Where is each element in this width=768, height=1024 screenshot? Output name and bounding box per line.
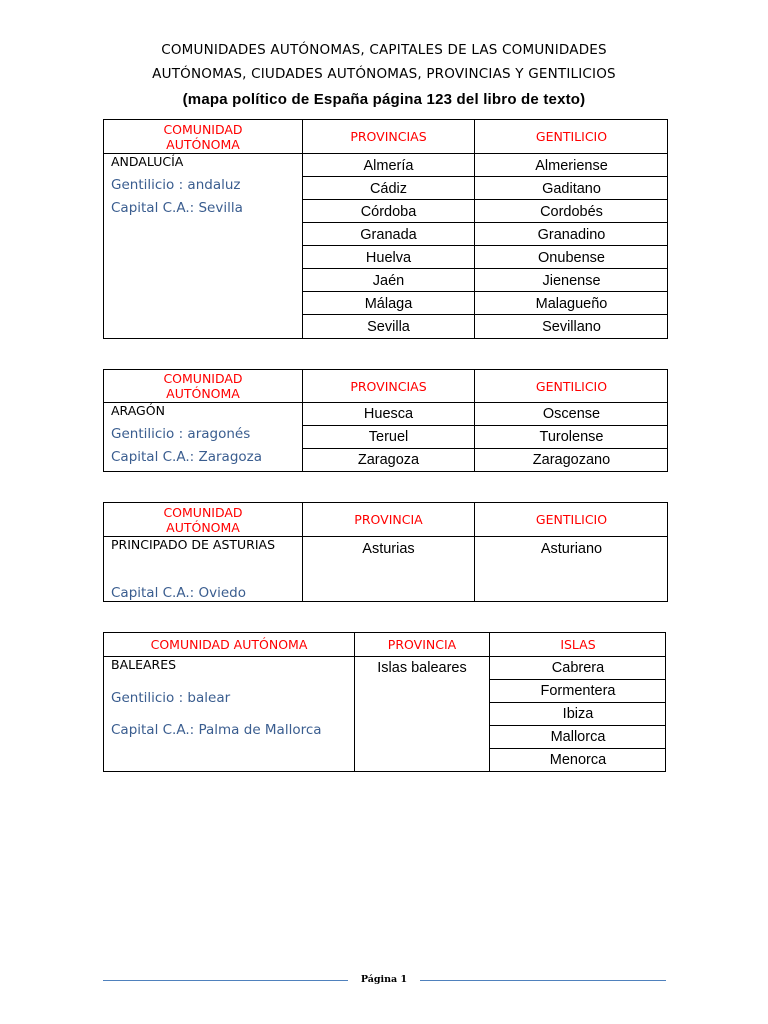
header-provincia: PROVINCIA — [354, 512, 423, 527]
header-gentilicio: GENTILICIO — [535, 378, 608, 394]
province-cell: Huelva — [365, 249, 412, 266]
province-cell: Asturias — [362, 541, 415, 557]
footer-rule-left — [103, 980, 348, 981]
gentilicio-cell: Turolense — [539, 429, 604, 445]
header-comunidad-autonoma: COMUNIDAD AUTÓNOMA — [163, 371, 243, 401]
ca-gentilicio: Gentilicio : andaluz — [111, 177, 241, 193]
ca-name: ANDALUCÍA — [111, 154, 184, 169]
title-line-3: (mapa político de España página 123 del libro de texto) — [182, 91, 586, 108]
gentilicio-cell: Asturiano — [540, 541, 603, 557]
gentilicio-cell: Oscense — [542, 406, 601, 422]
gentilicio-cell: Almeriense — [535, 158, 608, 174]
ca-capital: Capital C.A.: Zaragoza — [111, 449, 263, 465]
gentilicio-cell: Sevillano — [542, 318, 601, 335]
isla-cell: Cabrera — [551, 660, 605, 676]
province-cell: Sevilla — [367, 318, 410, 335]
ca-name: PRINCIPADO DE ASTURIAS — [111, 537, 276, 552]
ca-capital: Capital C.A.: Palma de Mallorca — [111, 722, 322, 738]
gentilicio-cell: Granadino — [537, 226, 606, 243]
province-cell: Cádiz — [369, 180, 408, 197]
province-cell: Jaén — [372, 272, 405, 289]
ca-gentilicio: Gentilicio : aragonés — [111, 426, 251, 442]
ca-name: ARAGÓN — [111, 403, 165, 418]
header-islas: ISLAS — [560, 637, 596, 652]
province-cell: Zaragoza — [357, 452, 420, 468]
gentilicio-cell: Malagueño — [535, 295, 608, 312]
table-andalucia — [103, 119, 668, 339]
province-cell: Islas baleares — [377, 660, 467, 676]
ca-name: BALEARES — [111, 657, 177, 672]
header-gentilicio: GENTILICIO — [535, 129, 608, 144]
isla-cell: Mallorca — [550, 729, 606, 745]
header-gentilicio: GENTILICIO — [535, 512, 608, 527]
province-cell: Almería — [363, 158, 414, 174]
province-cell: Córdoba — [360, 203, 417, 220]
province-cell: Granada — [360, 226, 417, 243]
title-line-2: AUTÓNOMAS, CIUDADES AUTÓNOMAS, PROVINCIAS Y GENTILICIOS — [152, 66, 616, 82]
isla-cell: Ibiza — [562, 706, 594, 722]
province-cell: Huesca — [363, 406, 414, 422]
province-cell: Teruel — [368, 429, 409, 445]
ca-capital: Capital C.A.: Oviedo — [111, 585, 246, 601]
gentilicio-cell: Cordobés — [540, 203, 603, 220]
ca-gentilicio: Gentilicio : balear — [111, 690, 231, 706]
header-comunidad-autonoma: COMUNIDAD AUTÓNOMA — [163, 504, 243, 535]
footer-rule-right — [420, 980, 666, 981]
table-asturias — [103, 502, 668, 602]
isla-cell: Formentera — [540, 683, 616, 699]
header-provincias: PROVINCIAS — [350, 378, 427, 394]
header-provincia: PROVINCIA — [387, 637, 457, 652]
gentilicio-cell: Gaditano — [542, 180, 601, 197]
table-aragon — [103, 369, 668, 472]
page-number: Página 1 — [360, 974, 408, 985]
title-line-1: COMUNIDADES AUTÓNOMAS, CAPITALES DE LAS COMUNIDADES — [161, 42, 607, 58]
isla-cell: Menorca — [549, 752, 607, 768]
table-baleares — [103, 632, 666, 772]
province-cell: Málaga — [364, 295, 413, 312]
header-comunidad-autonoma: COMUNIDAD AUTÓNOMA — [150, 637, 308, 652]
gentilicio-cell: Jienense — [542, 272, 601, 289]
gentilicio-cell: Zaragozano — [532, 452, 611, 468]
header-provincias: PROVINCIAS — [350, 129, 427, 144]
ca-capital: Capital C.A.: Sevilla — [111, 200, 243, 216]
header-comunidad-autonoma: COMUNIDAD AUTÓNOMA — [163, 121, 243, 152]
gentilicio-cell: Onubense — [538, 249, 605, 266]
